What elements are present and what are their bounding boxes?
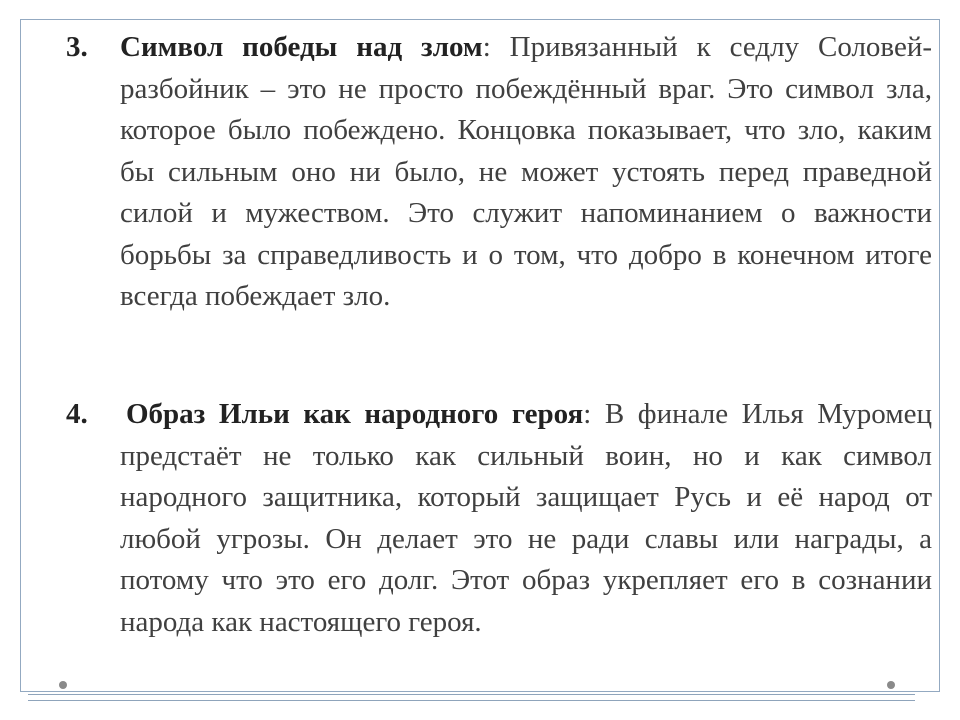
bottom-rule-lower: [28, 700, 915, 701]
left-dot-ornament: [59, 681, 67, 689]
item-colon: :: [583, 398, 592, 430]
item-term: Образ Ильи как народного героя: [126, 398, 584, 430]
right-dot-ornament: [887, 681, 895, 689]
item-colon: :: [482, 31, 491, 63]
list-item-symbol-of-victory: [66, 27, 932, 318]
item-text: В финале Илья Муромец предстаёт не только как сильный воин, но и как символ народного защитника, который защищает Русь и её народ от любой угрозы. Он делает это не ради славы или награды, а потому что это его долг. Этот образ укрепляет его в сознании народа как настоящего героя.: [120, 398, 932, 638]
bottom-rule-upper: [28, 694, 915, 695]
list-item-image-of-ilya: [66, 394, 932, 643]
item-term: Символ победы над злом: [120, 31, 483, 63]
item-number: 3.: [66, 31, 88, 63]
item-text: Привязанный к седлу Соловей-разбойник – это не просто побеждённый враг. Это символ зла, которое было побеждено. Концовка показывает, что зло, каким бы сильным оно ни было, не может устоять перед праведной силой и мужеством. Это служит напоминанием о важности борьбы за справедливость и о том, что добро в конечном итоге всегда побеждает зло.: [120, 31, 932, 312]
item-number: 4.: [66, 398, 88, 430]
